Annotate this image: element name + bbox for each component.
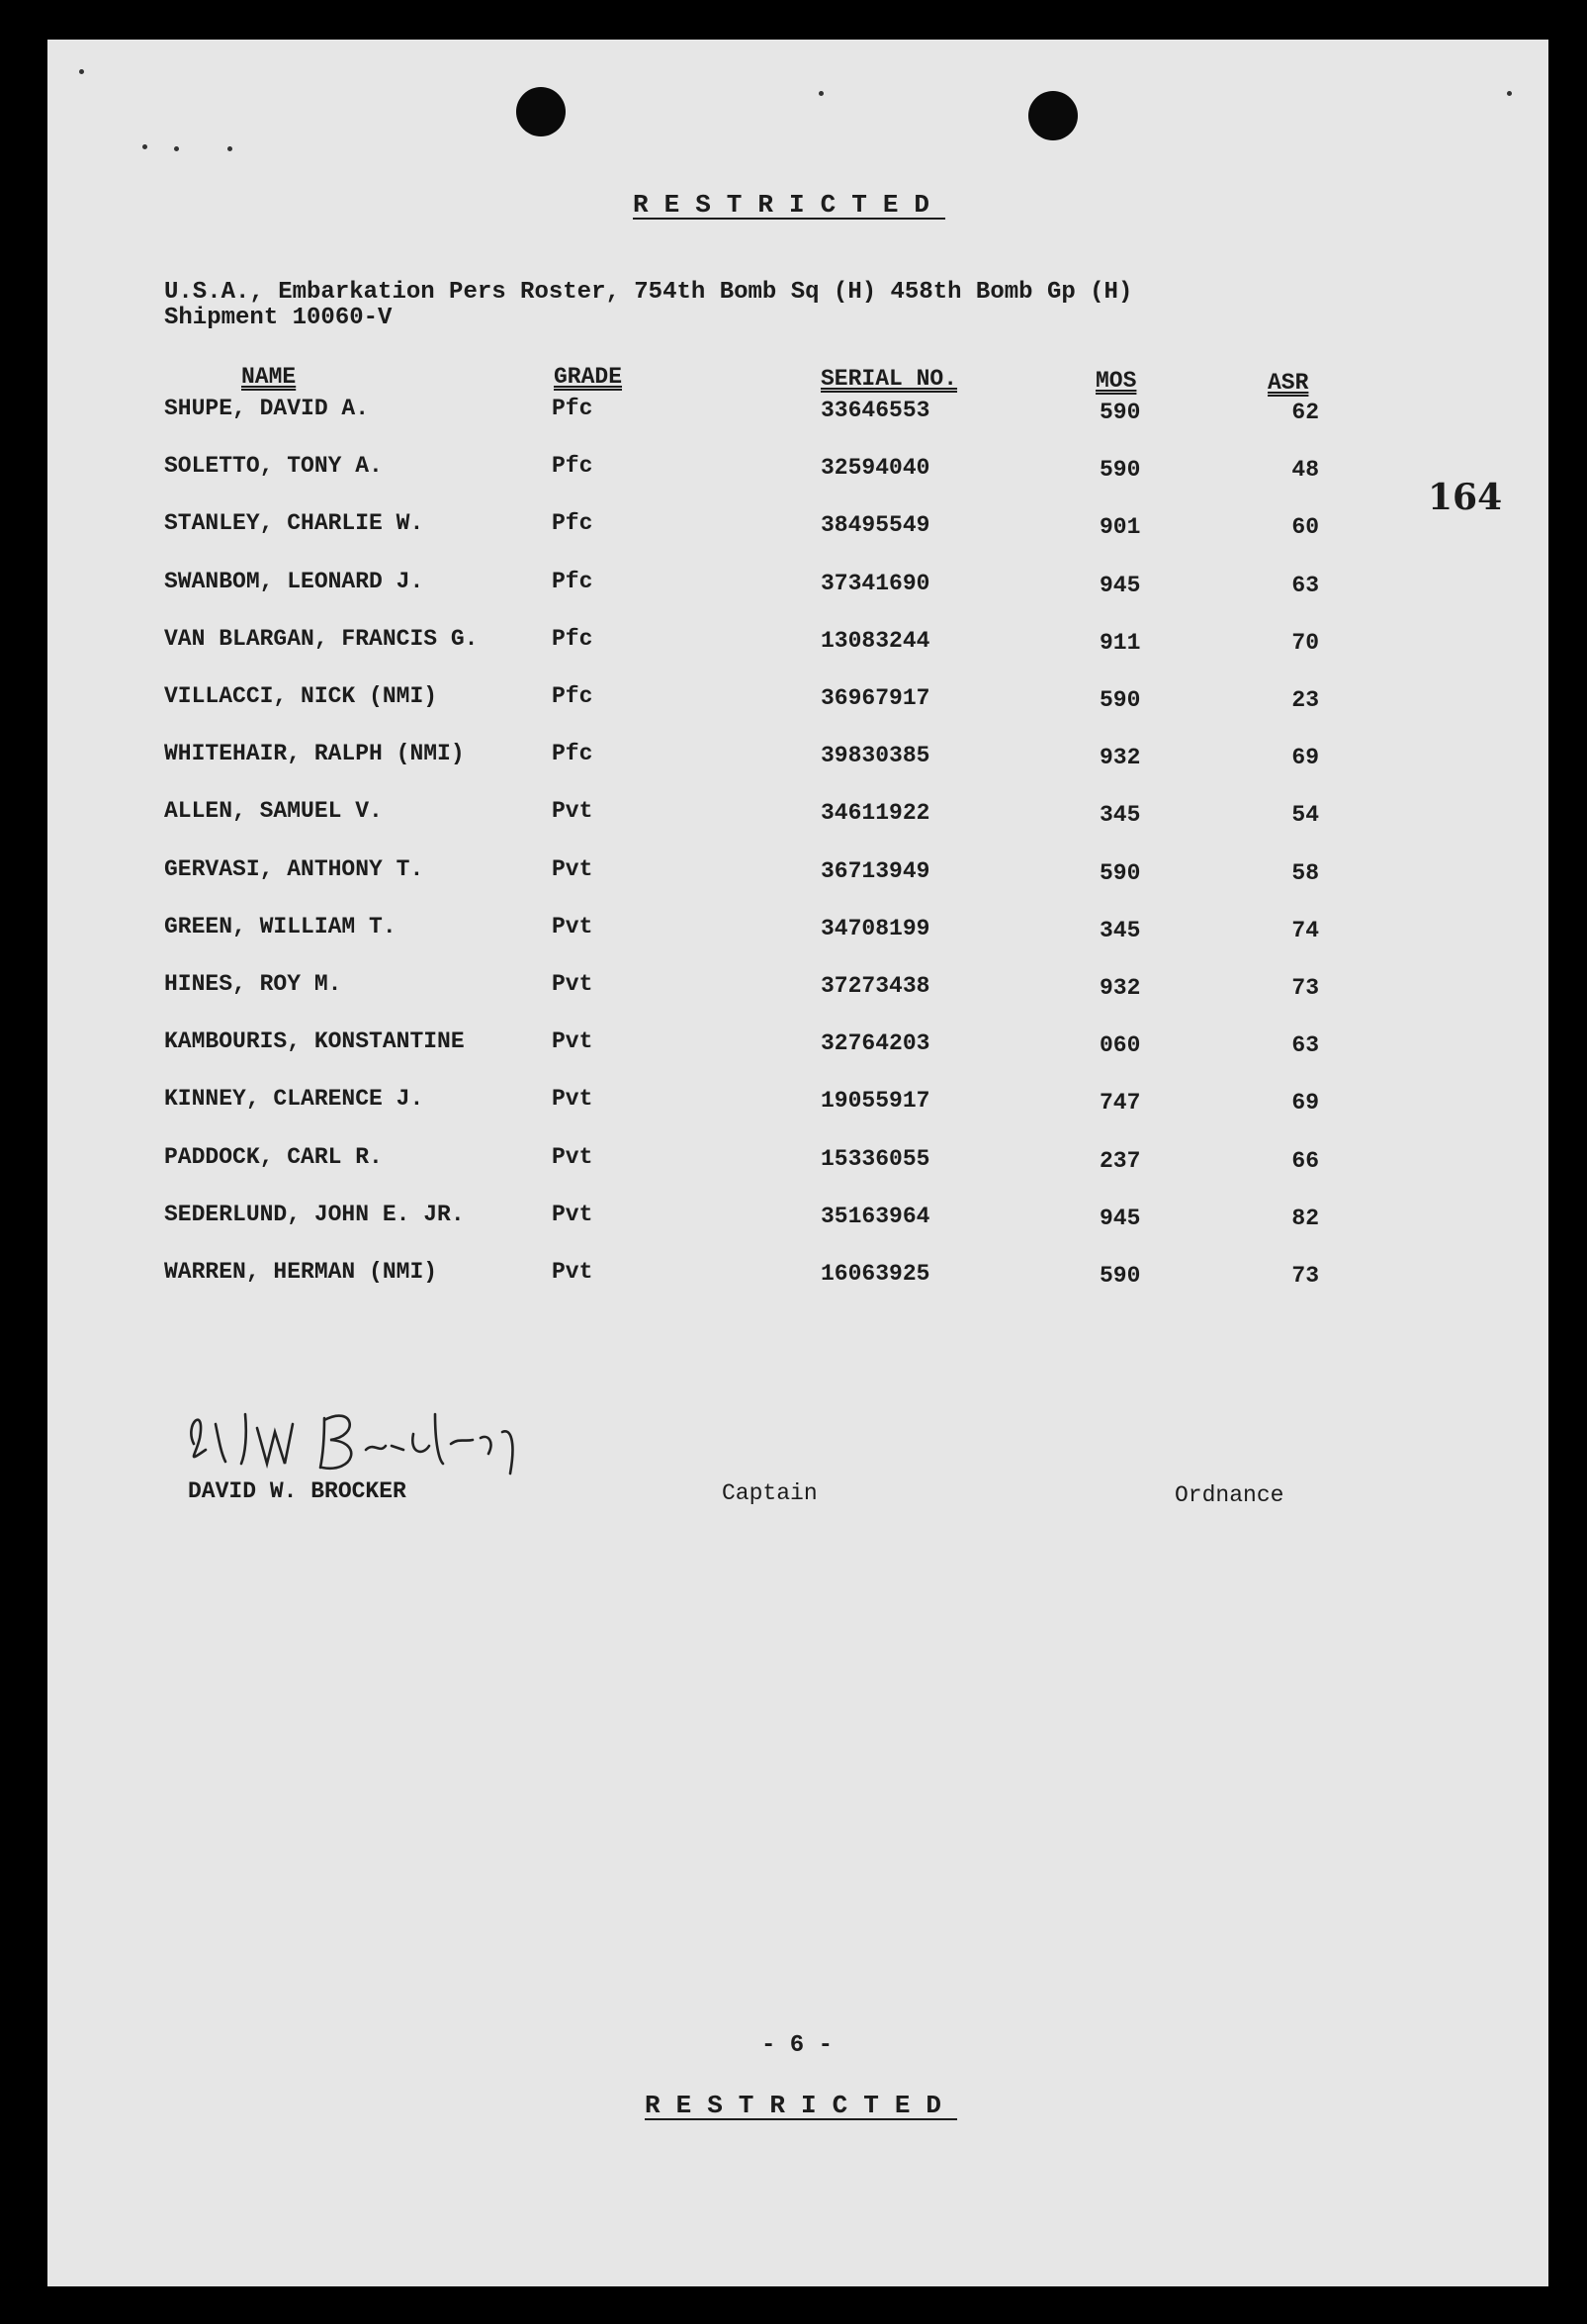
roster-cell-mos: 060 xyxy=(1100,1032,1141,1058)
roster-cell-grade: Pvt xyxy=(552,798,593,824)
punch-hole xyxy=(1028,91,1078,140)
speck xyxy=(227,146,232,151)
classification-bottom: RESTRICTED xyxy=(645,2091,958,2120)
roster-cell-grade: Pvt xyxy=(552,856,593,882)
speck xyxy=(819,91,824,96)
column-header-mos: MOS xyxy=(1096,368,1137,394)
roster-cell-mos: 945 xyxy=(1100,1206,1141,1231)
signer-branch: Ordnance xyxy=(1175,1482,1284,1508)
page-number: - 6 - xyxy=(761,2032,834,2059)
column-header-asr: ASR xyxy=(1268,370,1309,396)
signer-rank: Captain xyxy=(722,1480,818,1506)
roster-cell-serial: 13083244 xyxy=(821,628,930,654)
roster-cell-asr: 60 xyxy=(1291,514,1319,540)
roster-cell-mos: 911 xyxy=(1100,630,1141,656)
shipment-line: Shipment 10060-V xyxy=(164,305,393,331)
signature-mark xyxy=(176,1385,572,1493)
roster-cell-mos: 345 xyxy=(1100,802,1141,828)
roster-cell-asr: 70 xyxy=(1291,630,1319,656)
roster-cell-serial: 38495549 xyxy=(821,512,930,538)
roster-cell-mos: 590 xyxy=(1100,1263,1141,1289)
roster-cell-name: WARREN, HERMAN (NMI) xyxy=(164,1259,438,1285)
roster-cell-serial: 15336055 xyxy=(821,1146,930,1172)
roster-cell-serial: 16063925 xyxy=(821,1261,930,1287)
classification-top: RESTRICTED xyxy=(633,190,946,220)
roster-cell-mos: 901 xyxy=(1100,514,1141,540)
roster-cell-name: VAN BLARGAN, FRANCIS G. xyxy=(164,626,479,652)
roster-cell-name: WHITEHAIR, RALPH (NMI) xyxy=(164,741,465,766)
roster-cell-asr: 48 xyxy=(1291,457,1319,483)
roster-cell-mos: 932 xyxy=(1100,745,1141,770)
roster-cell-asr: 23 xyxy=(1291,687,1319,713)
roster-cell-asr: 63 xyxy=(1291,573,1319,598)
roster-cell-grade: Pvt xyxy=(552,971,593,997)
roster-cell-asr: 54 xyxy=(1291,802,1319,828)
roster-cell-mos: 590 xyxy=(1100,457,1141,483)
roster-cell-grade: Pvt xyxy=(552,1202,593,1227)
roster-cell-name: SWANBOM, LEONARD J. xyxy=(164,569,424,594)
signer-name: DAVID W. BROCKER xyxy=(188,1478,406,1504)
column-header-serial: SERIAL NO. xyxy=(821,366,958,392)
roster-cell-grade: Pvt xyxy=(552,1028,593,1054)
column-header-grade: GRADE xyxy=(554,364,623,390)
roster-cell-asr: 69 xyxy=(1291,1090,1319,1116)
page-stamp-number: 164 xyxy=(1428,477,1503,518)
roster-cell-grade: Pvt xyxy=(552,1086,593,1112)
roster-cell-serial: 36967917 xyxy=(821,685,930,711)
column-header-name: NAME xyxy=(241,364,297,390)
roster-cell-asr: 58 xyxy=(1291,860,1319,886)
roster-cell-asr: 66 xyxy=(1291,1148,1319,1174)
roster-cell-asr: 73 xyxy=(1291,975,1319,1001)
roster-cell-name: ALLEN, SAMUEL V. xyxy=(164,798,383,824)
roster-cell-name: SOLETTO, TONY A. xyxy=(164,453,383,479)
roster-cell-mos: 237 xyxy=(1100,1148,1141,1174)
roster-cell-asr: 63 xyxy=(1291,1032,1319,1058)
roster-cell-serial: 32764203 xyxy=(821,1030,930,1056)
roster-cell-serial: 19055917 xyxy=(821,1088,930,1114)
roster-cell-name: GREEN, WILLIAM T. xyxy=(164,914,397,939)
roster-cell-grade: Pvt xyxy=(552,1144,593,1170)
roster-title: U.S.A., Embarkation Pers Roster, 754th Bomb Sq (H) 458th Bomb Gp (H) xyxy=(164,279,1133,306)
speck xyxy=(1507,91,1512,96)
roster-cell-mos: 590 xyxy=(1100,400,1141,425)
roster-cell-serial: 37273438 xyxy=(821,973,930,999)
roster-cell-asr: 69 xyxy=(1291,745,1319,770)
roster-cell-grade: Pvt xyxy=(552,1259,593,1285)
roster-cell-asr: 82 xyxy=(1291,1206,1319,1231)
roster-cell-grade: Pvt xyxy=(552,914,593,939)
roster-cell-name: GERVASI, ANTHONY T. xyxy=(164,856,424,882)
roster-cell-serial: 32594040 xyxy=(821,455,930,481)
roster-cell-name: PADDOCK, CARL R. xyxy=(164,1144,383,1170)
roster-cell-grade: Pfc xyxy=(552,510,593,536)
roster-cell-asr: 73 xyxy=(1291,1263,1319,1289)
roster-cell-name: KAMBOURIS, KONSTANTINE xyxy=(164,1028,465,1054)
roster-cell-asr: 74 xyxy=(1291,918,1319,943)
roster-cell-serial: 36713949 xyxy=(821,858,930,884)
roster-cell-serial: 33646553 xyxy=(821,398,930,423)
roster-cell-grade: Pfc xyxy=(552,569,593,594)
roster-cell-mos: 345 xyxy=(1100,918,1141,943)
speck xyxy=(174,146,179,151)
roster-cell-grade: Pfc xyxy=(552,453,593,479)
roster-cell-mos: 932 xyxy=(1100,975,1141,1001)
roster-cell-mos: 590 xyxy=(1100,860,1141,886)
roster-cell-name: SHUPE, DAVID A. xyxy=(164,396,370,421)
roster-cell-grade: Pfc xyxy=(552,741,593,766)
roster-cell-grade: Pfc xyxy=(552,396,593,421)
roster-cell-mos: 590 xyxy=(1100,687,1141,713)
roster-cell-serial: 39830385 xyxy=(821,743,930,768)
roster-cell-grade: Pfc xyxy=(552,683,593,709)
punch-hole xyxy=(516,87,566,136)
roster-cell-serial: 34611922 xyxy=(821,800,930,826)
roster-cell-mos: 747 xyxy=(1100,1090,1141,1116)
speck xyxy=(79,69,84,74)
roster-cell-name: SEDERLUND, JOHN E. JR. xyxy=(164,1202,465,1227)
roster-cell-asr: 62 xyxy=(1291,400,1319,425)
roster-cell-serial: 37341690 xyxy=(821,571,930,596)
roster-cell-serial: 34708199 xyxy=(821,916,930,941)
roster-cell-name: STANLEY, CHARLIE W. xyxy=(164,510,424,536)
roster-cell-grade: Pfc xyxy=(552,626,593,652)
roster-cell-name: KINNEY, CLARENCE J. xyxy=(164,1086,424,1112)
roster-cell-serial: 35163964 xyxy=(821,1204,930,1229)
roster-cell-mos: 945 xyxy=(1100,573,1141,598)
speck xyxy=(142,144,147,149)
roster-cell-name: VILLACCI, NICK (NMI) xyxy=(164,683,438,709)
roster-cell-name: HINES, ROY M. xyxy=(164,971,342,997)
